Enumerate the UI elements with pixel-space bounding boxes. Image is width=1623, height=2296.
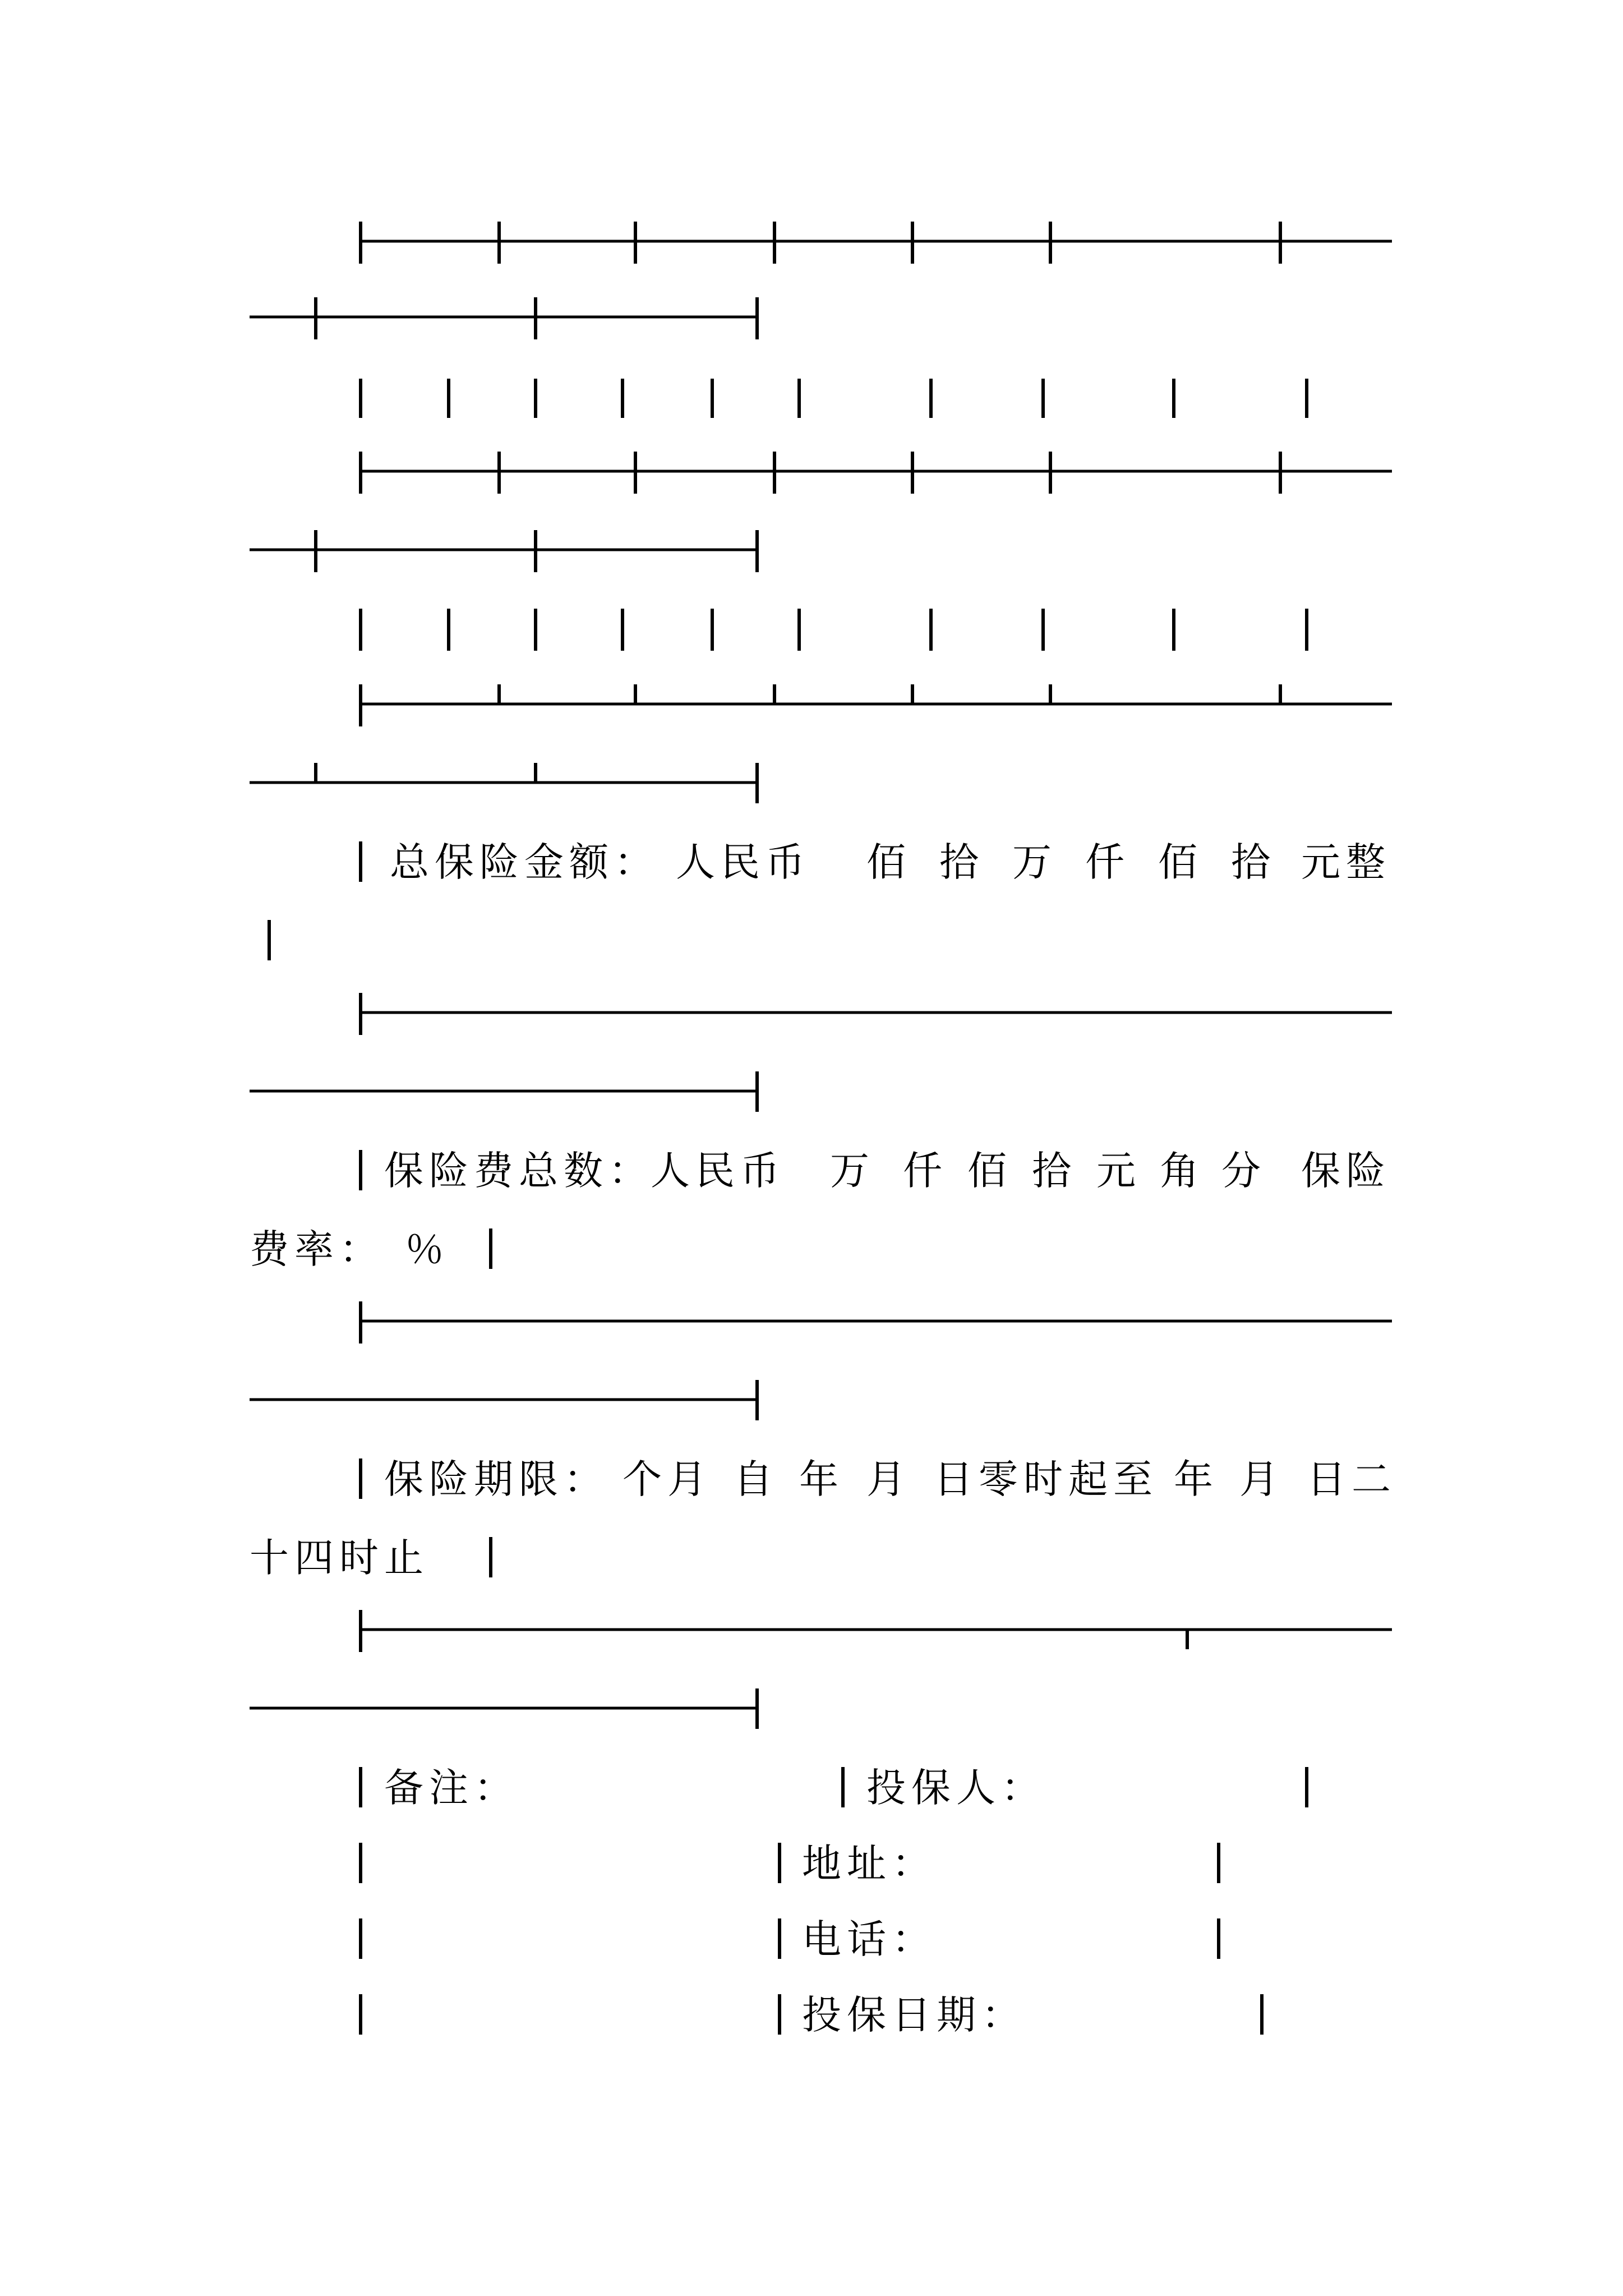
period-year: 年 xyxy=(1174,1456,1213,1502)
unit-label: 仟 xyxy=(903,1148,942,1194)
percent-sign: ％ xyxy=(405,1226,444,1272)
remarks-label: 备注： xyxy=(384,1765,519,1811)
sum-insured-label: 总保险金额： xyxy=(390,839,659,885)
period-months: 个月 xyxy=(623,1456,712,1502)
period-label: 保险期限： xyxy=(384,1456,608,1502)
unit-label: 万 xyxy=(830,1148,869,1194)
unit-label: 元整 xyxy=(1301,839,1391,885)
unit-label: 拾 xyxy=(1032,1148,1071,1194)
period-end-time: 十四时止 xyxy=(250,1535,429,1581)
premium-currency: 人民币 xyxy=(651,1148,785,1194)
applicant-label: 投保人： xyxy=(866,1765,1046,1811)
period-from: 自 xyxy=(734,1456,773,1502)
unit-label: 万 xyxy=(1012,839,1052,885)
period-year: 年 xyxy=(799,1456,838,1502)
unit-label: 拾 xyxy=(939,839,979,885)
unit-label: 分 xyxy=(1221,1148,1261,1194)
period-month: 月 xyxy=(866,1456,906,1502)
sum-insured-currency: 人民币 xyxy=(676,839,810,885)
unit-label: 元 xyxy=(1096,1148,1136,1194)
application-date-label: 投保日期： xyxy=(802,1992,1026,2038)
period-end-time: 日二 xyxy=(1307,1456,1396,1502)
period-month: 月 xyxy=(1239,1456,1279,1502)
unit-label: 佰 xyxy=(1158,839,1197,885)
phone-label: 电话： xyxy=(802,1916,937,1962)
unit-label: 角 xyxy=(1160,1148,1199,1194)
period-start-time: 日零时起至 xyxy=(934,1456,1158,1502)
unit-label: 拾 xyxy=(1231,839,1270,885)
unit-label: 仟 xyxy=(1085,839,1124,885)
premium-rate-label: 费率： xyxy=(250,1226,384,1272)
address-label: 地址： xyxy=(802,1841,937,1887)
unit-label: 佰 xyxy=(866,839,906,885)
unit-label: 佰 xyxy=(967,1148,1007,1194)
premium-total-label: 保险费总数： xyxy=(384,1148,653,1194)
premium-rate-label: 保险 xyxy=(1301,1148,1391,1194)
